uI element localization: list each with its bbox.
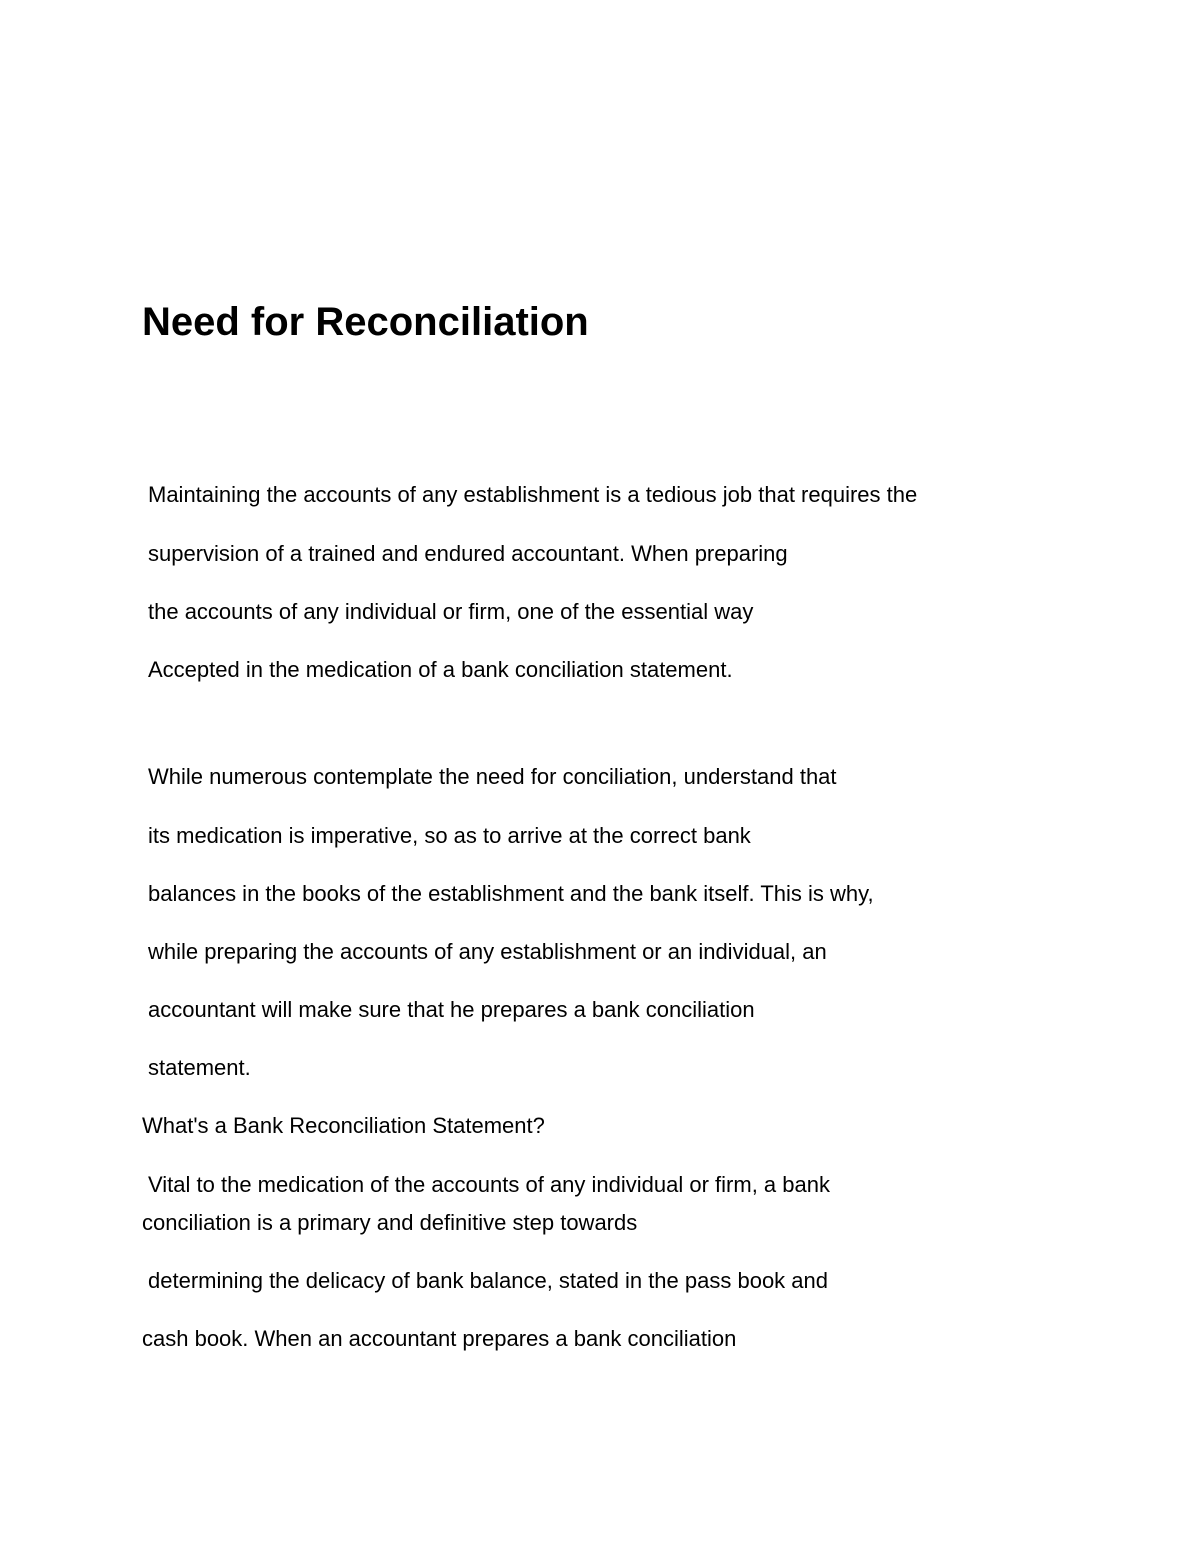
paragraph-line: Vital to the medication of the accounts of any individual or firm, a bank [148, 1172, 830, 1197]
paragraph-line: accountant will make sure that he prepares a bank conciliation [148, 997, 755, 1022]
paragraph-line: determining the delicacy of bank balance, stated in the pass book and [148, 1268, 829, 1293]
paragraph-line: supervision of a trained and endured accountant. When preparing [148, 541, 788, 566]
section-heading: What's a Bank Reconciliation Statement? [142, 1113, 545, 1138]
paragraph-line: Maintaining the accounts of any establishment is a tedious job that requires the [148, 482, 918, 507]
paragraph-line: its medication is imperative, so as to arrive at the correct bank [148, 823, 751, 848]
paragraph-line: conciliation is a primary and definitive step towards [142, 1210, 638, 1235]
paragraph-line: cash book. When an accountant prepares a bank conciliation [142, 1326, 737, 1351]
page-title: Need for Reconciliation [142, 300, 589, 344]
paragraph-line: Accepted in the medication of a bank conciliation statement. [148, 657, 733, 682]
paragraph-line: While numerous contemplate the need for conciliation, understand that [148, 764, 837, 789]
paragraph-line: balances in the books of the establishment and the bank itself. This is why, [148, 881, 874, 906]
paragraph-line: statement. [148, 1055, 251, 1080]
paragraph-line: the accounts of any individual or firm, one of the essential way [148, 599, 754, 624]
paragraph-line: while preparing the accounts of any establishment or an individual, an [148, 939, 827, 964]
